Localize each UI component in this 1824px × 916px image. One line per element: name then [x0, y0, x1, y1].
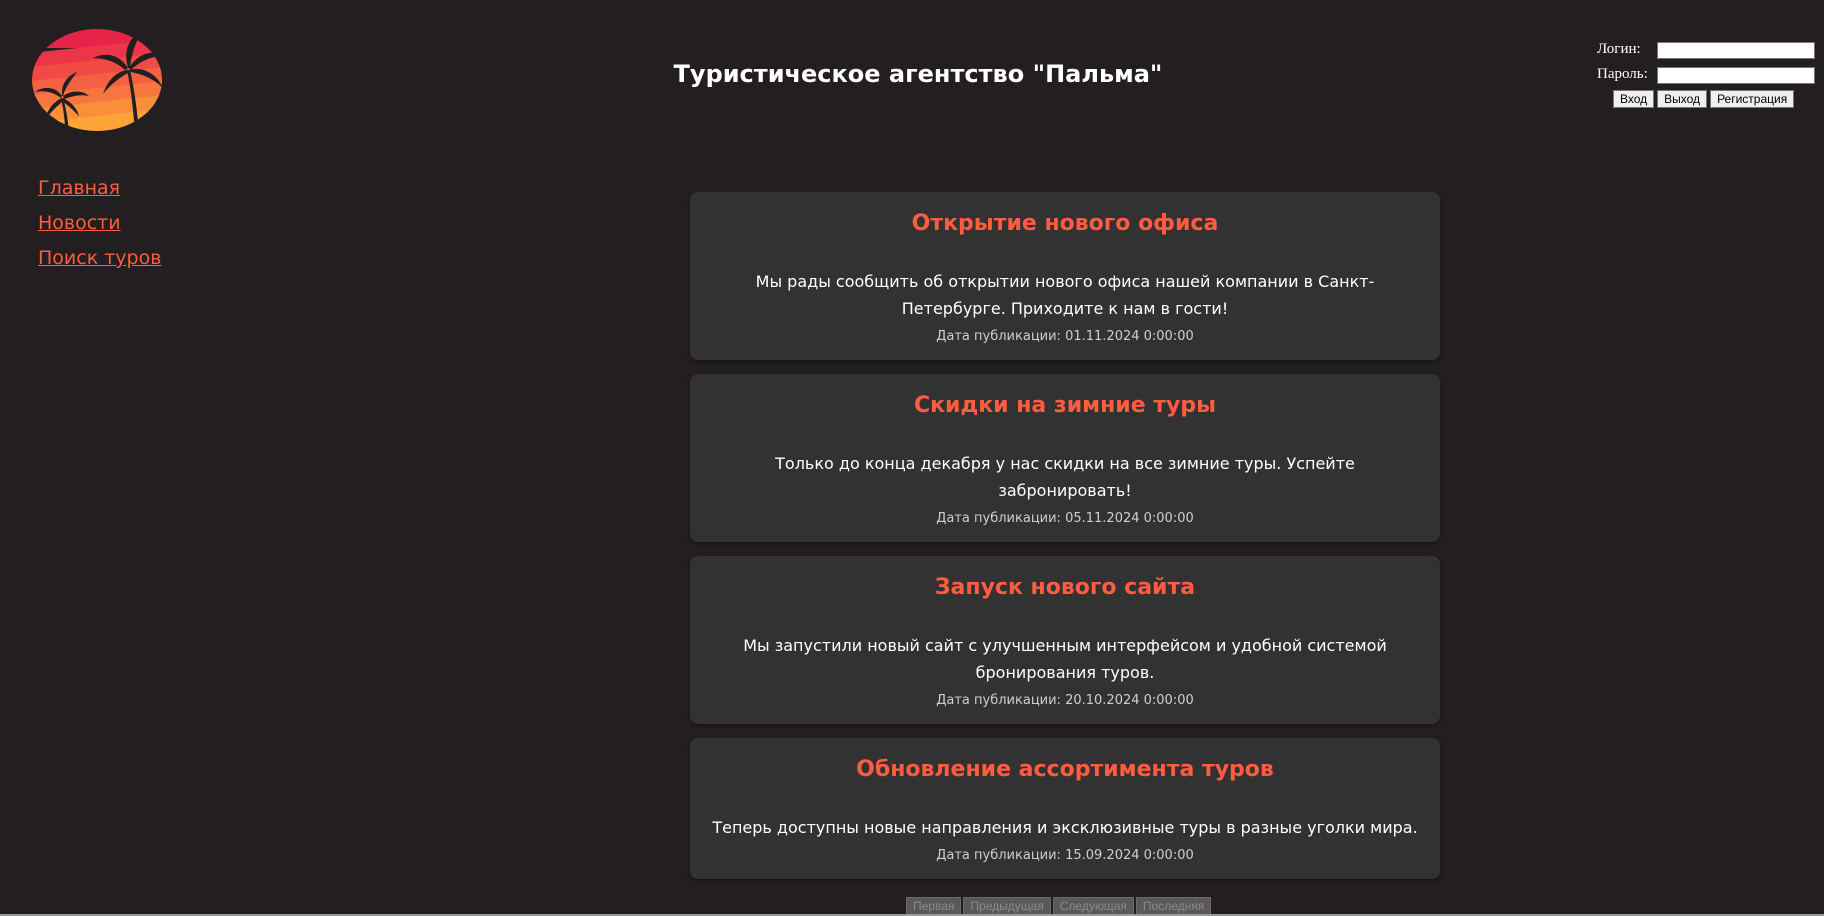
news-date: Дата публикации: 01.11.2024 0:00:00	[936, 329, 1194, 344]
nav-item-home[interactable]: Главная	[38, 177, 121, 199]
news-date: Дата публикации: 15.09.2024 0:00:00	[936, 848, 1194, 863]
news-date: Дата публикации: 20.10.2024 0:00:00	[936, 693, 1194, 708]
nav-item-tour-search[interactable]: Поиск туров	[38, 247, 162, 269]
news-date: Дата публикации: 05.11.2024 0:00:00	[936, 511, 1194, 526]
news-card	[690, 738, 1440, 879]
password-row	[1594, 65, 1818, 90]
logout-button[interactable]: Выход	[1657, 90, 1707, 108]
news-card	[690, 192, 1440, 360]
news-title: Обновление ассортимента туров	[856, 757, 1274, 782]
login-buttons	[1613, 90, 1797, 108]
register-button[interactable]: Регистрация	[1710, 90, 1794, 108]
pager-last-button[interactable]: Последняя	[1136, 897, 1211, 915]
sidebar-nav	[38, 176, 161, 281]
login-form	[1594, 40, 1818, 106]
pager-prev-button[interactable]: Предыдущая	[963, 897, 1050, 915]
news-body: Теперь доступны новые направления и эксклюзивные туры в разные уголки мира.	[712, 818, 1418, 837]
news-title: Открытие нового офиса	[911, 211, 1219, 236]
login-input[interactable]	[1657, 42, 1815, 59]
page-title: Туристическое агентство "Пальма"	[673, 60, 1163, 88]
login-label: Логин:	[1597, 41, 1641, 57]
news-list	[690, 192, 1440, 893]
news-body: Мы рады сообщить об открытии нового офиса нашей компании в Санкт-Петербурге. Приходите к нам в гости!	[755, 272, 1375, 318]
password-input[interactable]	[1657, 67, 1815, 84]
password-label: Пароль:	[1597, 66, 1648, 82]
news-body: Только до конца декабря у нас скидки на все зимние туры. Успейте забронировать!	[775, 454, 1355, 500]
login-button[interactable]: Вход	[1613, 90, 1654, 108]
news-title: Запуск нового сайта	[934, 575, 1196, 600]
news-title: Скидки на зимние туры	[913, 393, 1217, 418]
news-card	[690, 374, 1440, 542]
news-body: Мы запустили новый сайт с улучшенным интерфейсом и удобной системой бронирования туров.	[743, 636, 1387, 682]
nav-item-news[interactable]: Новости	[38, 212, 121, 234]
login-row	[1594, 40, 1818, 65]
news-card	[690, 556, 1440, 724]
pager-next-button[interactable]: Следующая	[1053, 897, 1134, 915]
pager-first-button[interactable]: Первая	[906, 897, 961, 915]
pagination	[906, 895, 1213, 915]
